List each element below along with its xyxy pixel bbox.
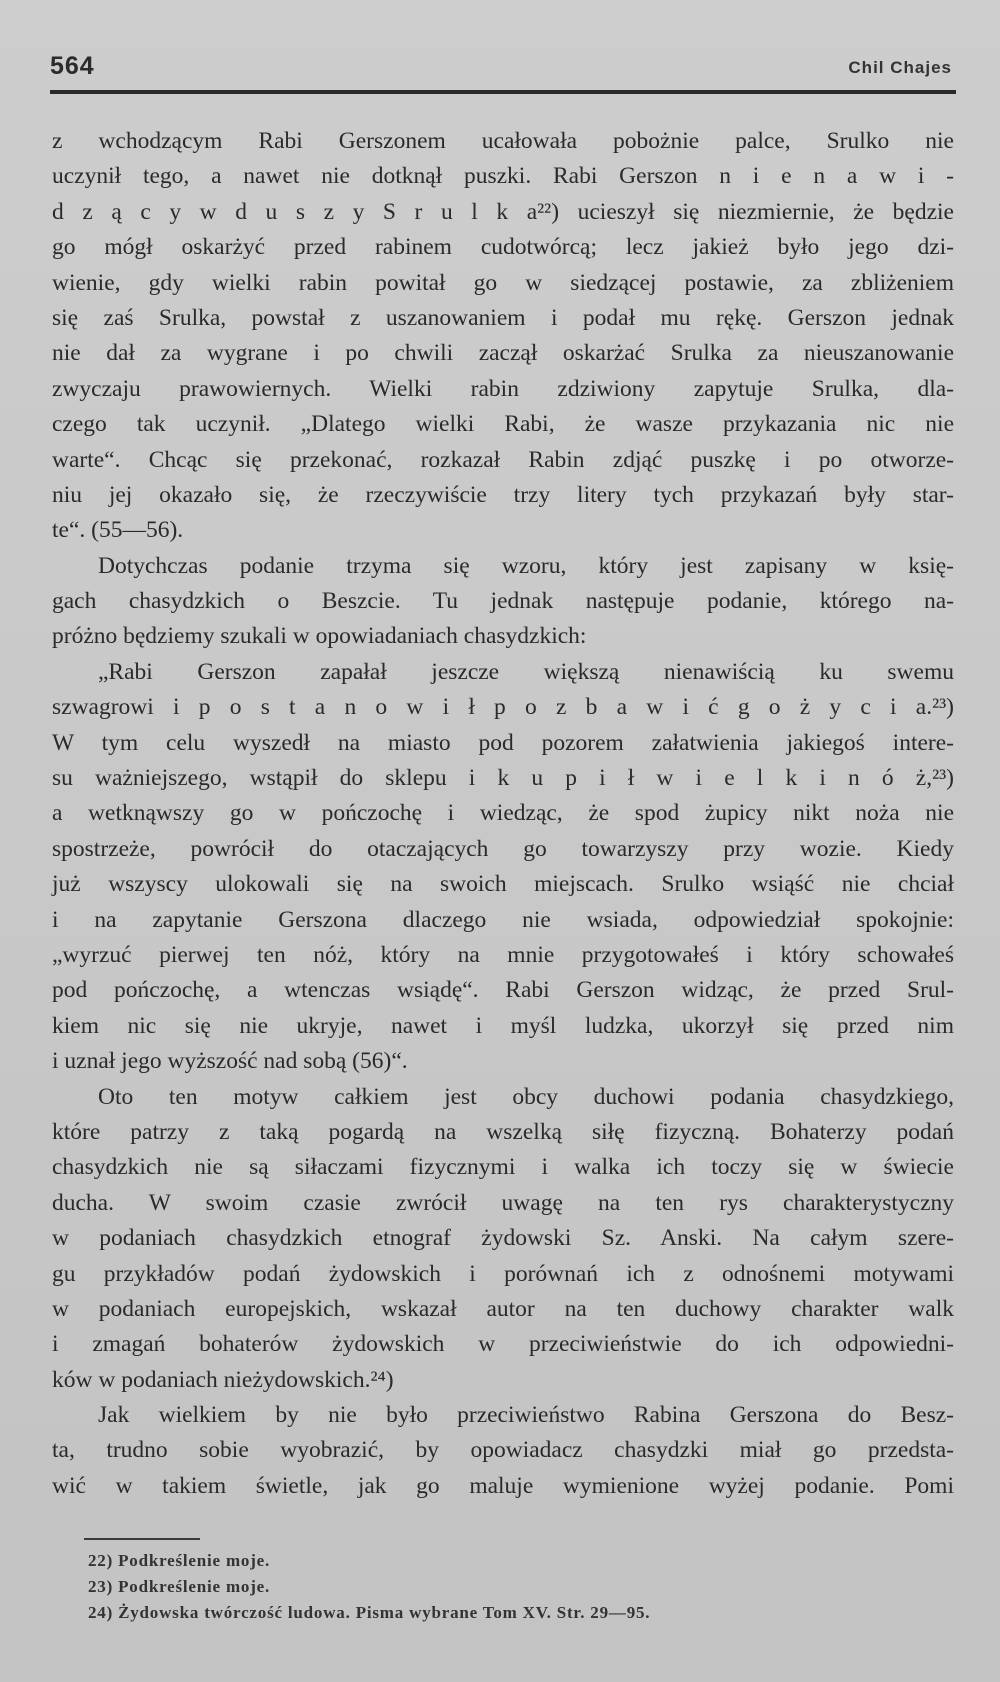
text-line: „wyrzuć pierwej ten nóż, który na mnie przygotowałeś i który schowałeś <box>52 941 954 968</box>
text-line: Jak wielkiem by nie było przeciwieństwo Rabina Gerszona do Besz- <box>98 1402 954 1429</box>
text-line: ducha. W swoim czasie zwrócił uwagę na ten rys charakterystyczny <box>52 1189 954 1216</box>
text-line: które patrzy z taką pogardą na wszelką siłę fizyczną. Bohaterzy podań <box>52 1118 954 1145</box>
text-line: już wszyscy ulokowali się na swoich miejscach. Srulko wsiąść nie chciał <box>52 871 954 898</box>
footnote-22: 22) Podkreślenie moje. <box>88 1551 271 1570</box>
text-line: gu przykładów podań żydowskich i porównań ich z odnośnemi motywami <box>52 1260 954 1287</box>
footnote-rule <box>84 1538 200 1540</box>
body-text <box>52 124 954 1504</box>
text-line: gach chasydzkich o Beszcie. Tu jednak następuje podanie, którego na- <box>52 588 954 615</box>
text-line: wienie, gdy wielki rabin powitał go w siedzącej postawie, za zbliżeniem <box>52 269 954 296</box>
text-line: ków w podaniach nieżydowskich.²⁴) <box>52 1366 394 1393</box>
text-line: go mógł oskarżyć przed rabinem cudotwórcą; lecz jakież było jego dzi- <box>52 234 954 261</box>
text-line: szwagrowi i p o s t a n o w i ł p o z b a w i ć g o ż y c i a.²³) <box>52 694 954 721</box>
footnotes <box>88 1548 940 1626</box>
footnote-24: 24) Żydowska twórczość ludowa. Pisma wybrane Tom XV. Str. 29—95. <box>88 1603 651 1622</box>
text-line: a wetknąwszy go w pończochę i wiedząc, że spod żupicy nikt noża nie <box>52 800 954 827</box>
header-rule <box>50 90 956 94</box>
text-line: Oto ten motyw całkiem jest obcy duchowi podania chasydzkiego, <box>98 1083 954 1110</box>
text-line: w podaniach chasydzkich etnograf żydowski Sz. Anski. Na całym szere- <box>52 1225 954 1252</box>
text-line: i uznał jego wyższość nad sobą (56)“. <box>52 1048 408 1075</box>
text-line: ta, trudno sobie wyobrazić, by opowiadacz chasydzki miał go przedsta- <box>52 1437 954 1464</box>
text-line: warte“. Chcąc się przekonać, rozkazał Rabin zdjąć puszkę i po otworze- <box>52 446 954 473</box>
text-line: z wchodzącym Rabi Gerszonem ucałowała pobożnie palce, Srulko nie <box>52 128 954 154</box>
text-line: te“. (55—56). <box>52 517 184 544</box>
text-line: próżno będziemy szukali w opowiadaniach chasydzkich: <box>52 623 587 650</box>
text-line: chasydzkich nie są siłaczami fizycznymi i walka ich toczy się w świecie <box>52 1154 954 1181</box>
text-line: spostrzeże, powrócił do otaczających go towarzyszy przy wozie. Kiedy <box>52 835 954 862</box>
text-line: nie dał za wygrane i po chwili zaczął oskarżać Srulka za nieuszanowanie <box>52 340 954 367</box>
text-line: się zaś Srulka, powstał z uszanowaniem i podał mu rękę. Gerszon jednak <box>52 304 954 331</box>
text-line: pod pończochę, a wtenczas wsiądę“. Rabi Gerszon widząc, że przed Srul- <box>52 977 954 1004</box>
text-line: uczynił tego, a nawet nie dotknął puszki. Rabi Gerszon n i e n a w i - <box>52 163 954 190</box>
text-line: „Rabi Gerszon zapałał jeszcze większą nienawiścią ku swemu <box>98 658 954 685</box>
text-line: W tym celu wyszedł na miasto pod pozorem załatwienia jakiegoś intere- <box>52 729 954 756</box>
text-line: su ważniejszego, wstąpił do sklepu i k u p i ł w i e l k i n ó ż,²³) <box>52 765 954 792</box>
text-line: i na zapytanie Gerszona dlaczego nie wsiada, odpowiedział spokojnie: <box>52 906 954 933</box>
text-line: niu jej okazało się, że rzeczywiście trzy litery tych przykazań były star- <box>52 481 954 508</box>
text-line: Dotychczas podanie trzyma się wzoru, który jest zapisany w księ- <box>98 552 954 579</box>
text-line: i zmagań bohaterów żydowskich w przeciwieństwie do ich odpowiedni- <box>52 1331 954 1358</box>
text-line: d z ą c y w d u s z y S r u l k a²²) ucieszył się niezmiernie, że będzie <box>52 198 954 225</box>
page-number: 564 <box>50 52 95 80</box>
text-line: kiem nic się nie ukryje, nawet i myśl ludzka, ukorzył się przed nim <box>52 1012 954 1039</box>
text-line: w podaniach europejskich, wskazał autor na ten duchowy charakter walk <box>52 1295 954 1322</box>
running-head: Chil Chajes <box>848 58 952 77</box>
text-line: zwyczaju prawowiernych. Wielki rabin zdziwiony zapytuje Srulka, dla- <box>52 375 954 402</box>
text-line: czego tak uczynił. „Dlatego wielki Rabi, że wasze przykazania nic nie <box>52 411 954 438</box>
text-line: wić w takiem świetle, jak go maluje wymienione wyżej podanie. Pomi <box>52 1472 954 1499</box>
footnote-23: 23) Podkreślenie moje. <box>88 1577 271 1596</box>
